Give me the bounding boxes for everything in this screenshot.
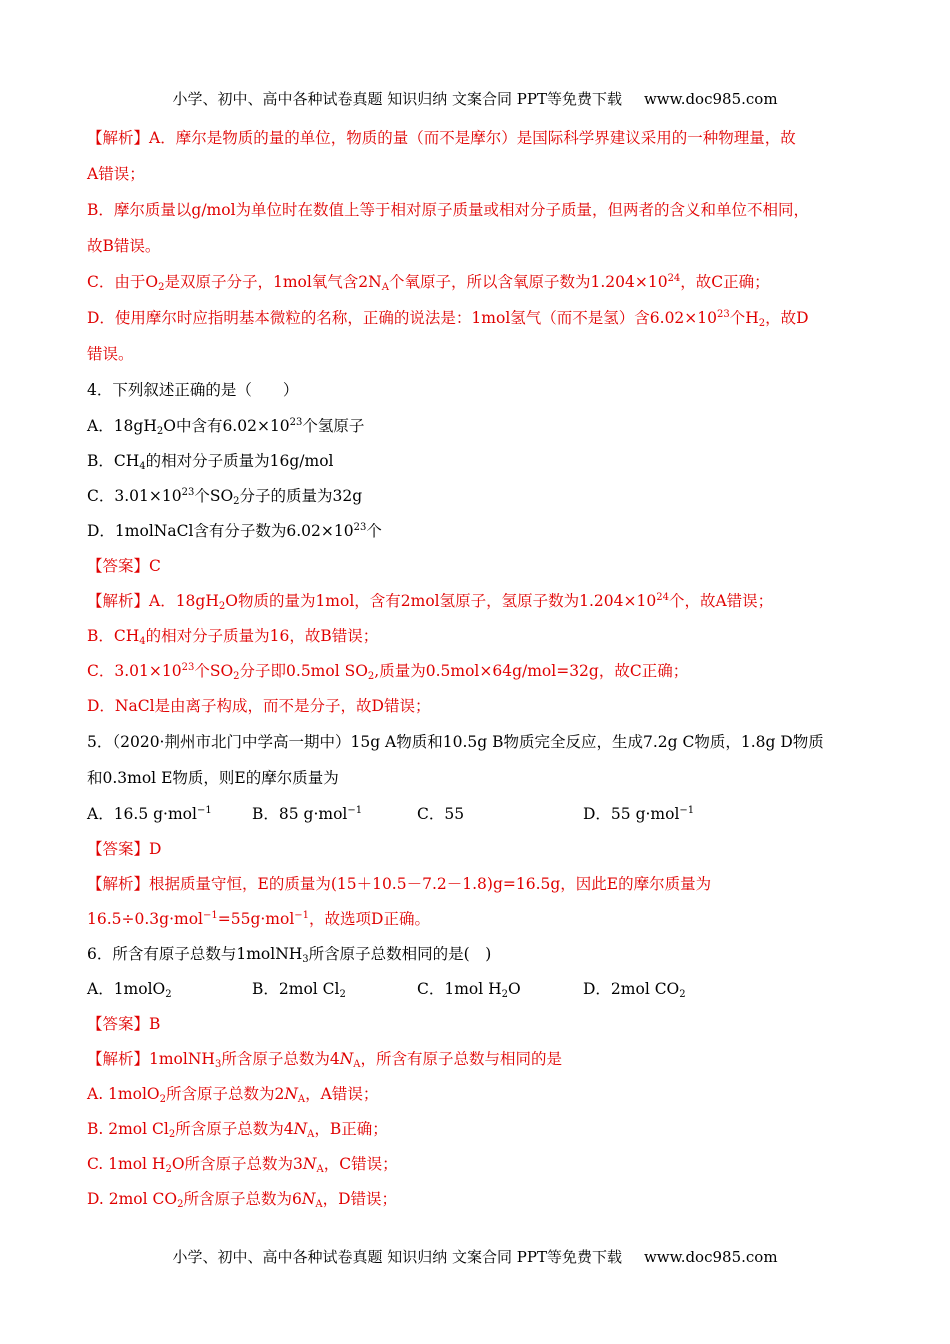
q3-ex-d2: 错误。 [87,345,134,363]
q4-ex-c: C．$3.01\times 10^{23}$个$SO_2$分子即0.5mol $SO_2$,质量为0.5mol×64g/mol=32g，故C正确； [87,662,689,682]
q6-ex-1: 【解析】1molNH$_3$所含原子总数为$4N_A$，所含有原子总数与相同的是 [87,1050,562,1070]
q3-ex-d: D．使用摩尔时应指明基本微粒的名称，正确的说法是：1mol氢气（而不是氢）含$6.02\times 10^{23}$个$H_2$，故D [87,309,809,329]
q5-stem-1: 5．（2020·荆州市北门中学高一期中）15g A物质和10.5g B物质完全反应，生成7.2g C物质，1.8g D物质 [87,733,824,751]
q4-ex-b: B．$CH_4$的相对分子质量为16，故B错误； [87,627,379,647]
q4-ex-a: 【解析】A．$18gH_2O$物质的量为1mol，含有2mol氢原子，氢原子数为$1.204\times 10^{24}$个，故A错误； [87,592,774,612]
footer-site: www.doc985.com [643,1248,778,1266]
q6-ex-a: A. 1molO$_2$所含原子总数为$2N_A$，A错误； [87,1085,379,1105]
q5-option-c: C．55 [417,805,465,823]
q3-ex-b1: B．摩尔质量以g/mol为单位时在数值上等于相对原子质量或相对分子质量，但两者的含义和单位不相同， [87,201,810,219]
q3-ex-b2: 故B错误。 [87,237,161,255]
header-text: 小学、初中、高中各种试卷真题 知识归纳 文案合同 PPT等免费下载 [172,90,622,108]
footer-text: 小学、初中、高中各种试卷真题 知识归纳 文案合同 PPT等免费下载 [172,1248,622,1266]
q5-ex-2: 16.5÷0.3g·mol$^{-1}$=55g·mol$^{-1}$，故选项D正确。 [87,910,430,928]
page-footer [0,1246,950,1267]
q5-option-d: D．55 g·mol$^{-1}$ [583,805,695,823]
header-site: www.doc985.com [643,90,778,108]
q4-option-c: C．$3.01\times 10^{23}$个$SO_2$分子的质量为32g [87,487,363,507]
q4-option-d: D．1molNaCl含有分子数为$6.02\times 10^{23}$个 [87,522,382,540]
q6-ex-b: B. 2mol $Cl_2$所含原子总数为$4N_A$，B正确； [87,1120,388,1140]
q4-answer: 【答案】C [87,557,161,575]
q5-answer: 【答案】D [87,840,162,858]
q4-option-a: A．$18gH_2O$中含有$6.02\times 10^{23}$个氢原子 [87,417,365,437]
q4-ex-d: D．NaCl是由离子构成，而不是分子，故D错误； [87,697,431,715]
q6-option-b: B．2mol $Cl_2$ [252,980,346,1000]
q5-option-a: A．16.5 g·mol$^{-1}$ [87,805,212,823]
q4-stem: 4．下列叙述正确的是（ ） [87,381,299,399]
q3-ex-c: C．由于$O_2$是双原子分子，1mol氧气含$2N_A$个氧原子，所以含氧原子数为$1.204\times 10^{24}$，故C正确； [87,273,770,293]
q6-answer: 【答案】B [87,1015,161,1033]
q4-option-b: B．$CH_4$的相对分子质量为16g/mol [87,452,334,472]
q6-option-c: C．1mol $H_2O$ [417,980,521,1000]
q6-ex-d: D. 2mol $CO_2$所含原子总数为$6N_A$，D错误； [87,1190,398,1210]
q6-stem: 6．所含有原子总数与1molNH$_3$所含原子总数相同的是( ) [87,945,492,965]
q6-option-d: D．2mol $CO_2$ [583,980,686,1000]
q3-ex-a2: A错误； [87,165,145,183]
q6-option-a: A．1molO$_2$ [87,980,172,1000]
page-header [0,88,950,109]
q3-ex-a1: 【解析】A．摩尔是物质的量的单位，物质的量（而不是摩尔）是国际科学界建议采用的一种物理量，故 [87,129,796,147]
q5-ex-1: 【解析】根据质量守恒，E的质量为(15＋10.5－7.2－1.8)g=16.5g，因此E的摩尔质量为 [87,875,712,893]
q5-option-b: B．85 g·mol$^{-1}$ [252,805,363,823]
q5-stem-2: 和0.3mol E物质，则E的摩尔质量为 [87,769,339,787]
q6-ex-c: C. 1mol $H_2O$所含原子总数为$3N_A$，C错误； [87,1155,398,1175]
